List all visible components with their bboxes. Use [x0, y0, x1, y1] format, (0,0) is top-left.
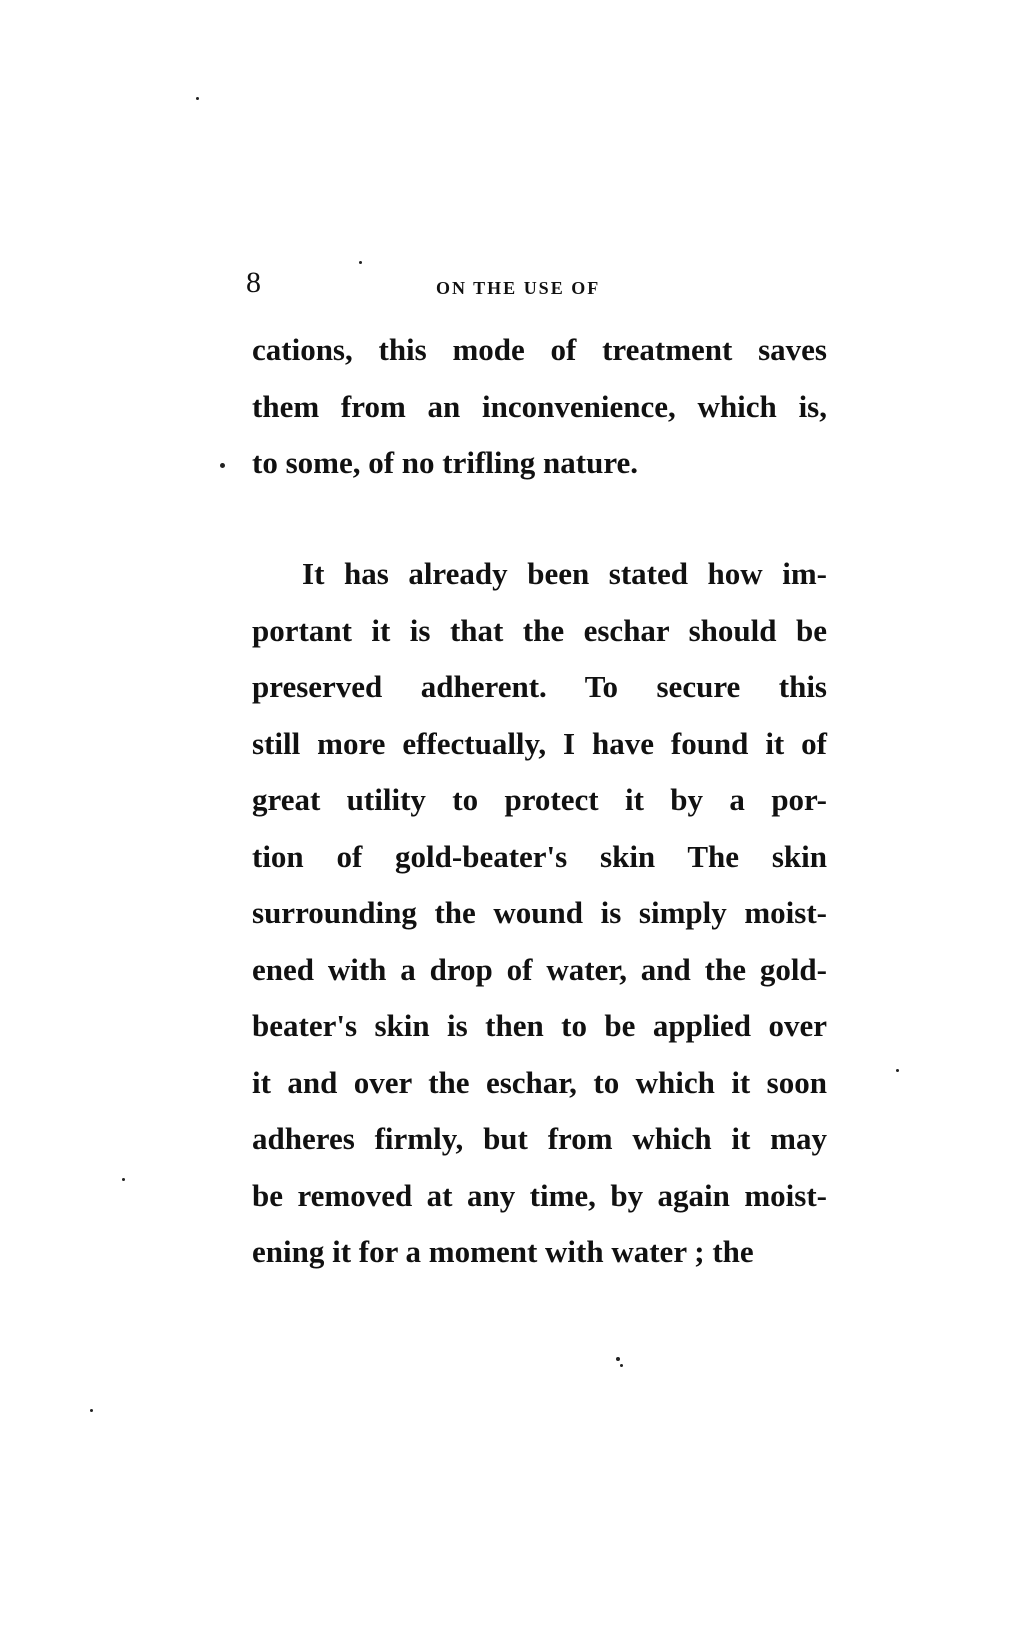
text-line: tion of gold-beater's skin The skin: [252, 838, 827, 874]
text-line: surrounding the wound is simply moist-: [252, 895, 827, 930]
text-line: portant it is that the eschar should be: [252, 612, 827, 648]
scan-speck: [620, 1364, 623, 1367]
running-head: ON THE USE OF: [436, 278, 601, 298]
paragraph-1: [252, 322, 827, 492]
paragraph-2: [252, 546, 827, 1281]
scan-speck: [196, 97, 199, 100]
text-line: great utility to protect it by a por-: [252, 782, 827, 817]
page-number: 8: [246, 266, 261, 299]
text-line: beater's skin is then to be applied over: [252, 1008, 827, 1043]
text-line: cations, this mode of treatment saves: [252, 332, 827, 367]
text-line: it and over the eschar, to which it soon: [252, 1064, 827, 1100]
scan-speck: [896, 1069, 899, 1072]
text-line: adheres firmly, but from which it may: [252, 1121, 827, 1156]
text-line: ening it for a moment with water ; the: [252, 1234, 754, 1269]
text-line: to some, of no trifling nature.: [252, 445, 639, 480]
scan-speck: [122, 1178, 125, 1181]
scan-speck: [616, 1357, 620, 1361]
text-line: ened with a drop of water, and the gold-: [252, 951, 827, 987]
text-line: preserved adherent. To secure this: [252, 669, 827, 704]
text-line: It has already been stated how im-: [302, 556, 827, 591]
scan-speck: [90, 1409, 93, 1412]
text-line: them from an inconvenience, which is,: [252, 388, 827, 424]
scan-speck: [220, 463, 225, 468]
scan-speck: [359, 261, 362, 264]
text-line: still more effectually, I have found it of: [252, 725, 827, 761]
text-line: be removed at any time, by again moist-: [252, 1177, 827, 1213]
